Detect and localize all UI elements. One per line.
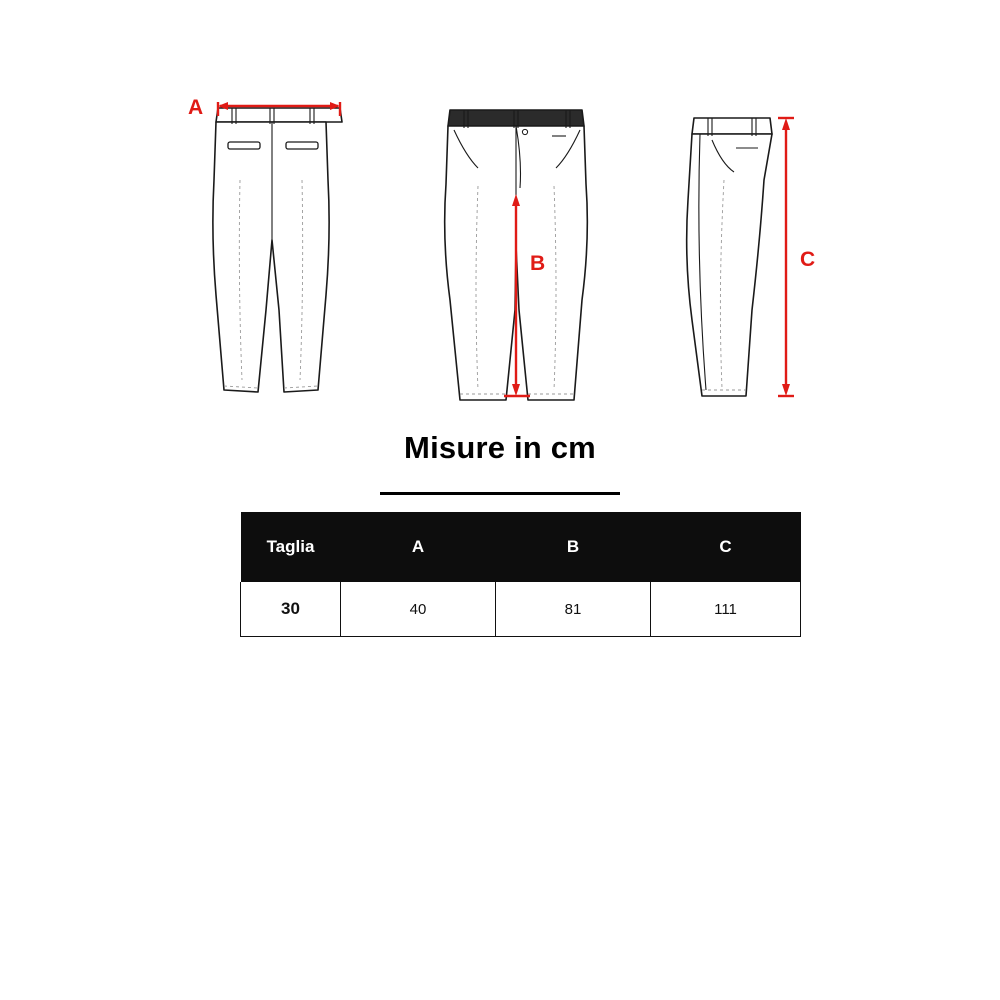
table-header-row: [241, 512, 801, 582]
title-divider: [380, 492, 620, 495]
measure-label-c: C: [800, 248, 816, 271]
measure-label-b: B: [530, 252, 546, 275]
garment-diagram: [0, 60, 1000, 420]
cell-b: 81: [496, 582, 651, 637]
cell-a: 40: [341, 582, 496, 637]
figure-trousers-back: [180, 60, 400, 425]
figure-trousers-front: [420, 60, 640, 425]
table-header-a: A: [341, 512, 496, 582]
table-header-size: Taglia: [241, 512, 341, 582]
size-table: [240, 512, 801, 637]
measures-title: Misure in cm: [404, 430, 596, 465]
cell-c: 111: [651, 582, 801, 637]
measure-label-a: A: [188, 96, 204, 119]
cell-size: 30: [241, 582, 341, 637]
table-row: [241, 582, 801, 637]
figure-group: [150, 60, 870, 420]
table-header-b: B: [496, 512, 651, 582]
figure-trousers-side: [660, 60, 880, 425]
table-header-c: C: [651, 512, 801, 582]
